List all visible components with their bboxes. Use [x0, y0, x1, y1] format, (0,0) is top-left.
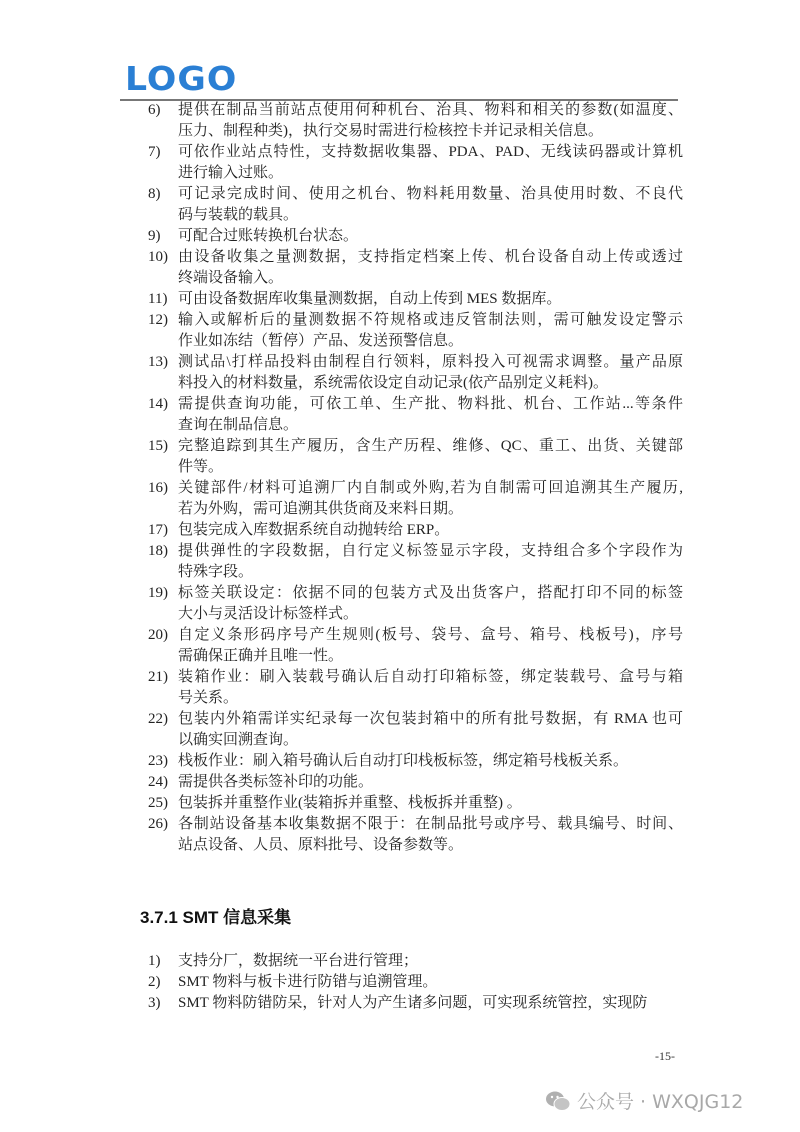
- item-text-line: SMT 物料防错防呆，针对人为产生诸多问题，可实现系统管控，实现防: [178, 995, 648, 1011]
- item-text-line: 可由设备数据库收集量测数据，自动上传到 MES 数据库。: [178, 291, 562, 307]
- item-text-line: 特殊字段。: [178, 564, 254, 580]
- item-text-line: SMT 物料与板卡进行防错与追溯管理。: [178, 974, 438, 990]
- list-item: [0, 352, 800, 394]
- item-text-line: 包装拆并重整作业(装箱拆并重整、栈板拆并重整) 。: [178, 795, 522, 811]
- item-text-line: 完整追踪到其生产履历，含生产历程、维修、QC、重工、出货、关键部: [178, 438, 683, 454]
- item-number: 1): [148, 953, 161, 969]
- item-number: 3): [148, 995, 161, 1011]
- section-heading: 3.7.1 SMT 信息采集: [140, 908, 292, 927]
- item-text-line: 以确实回溯查询。: [178, 732, 299, 748]
- item-text-line: 号关系。: [178, 690, 239, 706]
- item-number: 6): [148, 102, 161, 118]
- item-number: 9): [148, 228, 161, 244]
- list-item: [0, 478, 800, 520]
- item-text-line: 进行输入过账。: [178, 165, 284, 181]
- list-item: [0, 289, 800, 310]
- item-text-line: 查询在制品信息。: [178, 417, 299, 433]
- item-text-line: 可记录完成时间、使用之机台、物料耗用数量、治具使用时数、不良代: [178, 186, 683, 202]
- page-number: -15-: [655, 1049, 675, 1063]
- list-item: [0, 583, 800, 625]
- item-number: 22): [148, 711, 168, 727]
- item-number: 13): [148, 354, 168, 370]
- item-text-line: 包装内外箱需详实纪录每一次包装封箱中的所有批号数据，有 RMA 也可: [178, 711, 683, 727]
- item-text-line: 作业如冻结（暂停）产品、发送预警信息。: [178, 333, 464, 349]
- item-text-line: 包装完成入库数据系统自动抛转给 ERP。: [178, 522, 450, 538]
- list-item: [0, 709, 800, 751]
- item-number: 20): [148, 627, 168, 643]
- list-item: [0, 436, 800, 478]
- list-item: [0, 541, 800, 583]
- item-number: 23): [148, 753, 168, 769]
- item-text-line: 输入或解析后的量测数据不符规格或违反管制法则，需可触发设定警示: [178, 312, 683, 328]
- list-item: [0, 394, 800, 436]
- item-number: 18): [148, 543, 168, 559]
- item-text-line: 标签关联设定：依据不同的包装方式及出货客户，搭配打印不同的标签: [178, 585, 683, 601]
- item-text-line: 站点设备、人员、原料批号、设备参数等。: [178, 837, 464, 853]
- list-item: [0, 184, 800, 226]
- logo: LOGO: [125, 59, 238, 98]
- item-number: 14): [148, 396, 168, 412]
- item-text-line: 需提供查询功能，可依工单、生产批、物料批、机台、工作站...等条件: [178, 396, 683, 412]
- item-text-line: 大小与灵活设计标签样式。: [178, 606, 359, 622]
- wechat-icon: [545, 1090, 571, 1112]
- item-number: 16): [148, 480, 168, 496]
- item-text-line: 需确保正确并且唯一性。: [178, 648, 344, 664]
- watermark-text: 公众号 · WXQJG12: [577, 1091, 744, 1113]
- item-number: 12): [148, 312, 168, 328]
- item-number: 2): [148, 974, 161, 990]
- list-item: [0, 247, 800, 289]
- item-number: 15): [148, 438, 168, 454]
- item-text-line: 料投入的材料数量，系统需依设定自动记录(依产品别定义耗料)。: [178, 375, 608, 391]
- list-item: [0, 142, 800, 184]
- item-text-line: 提供弹性的字段数据，自行定义标签显示字段，支持组合多个字段作为: [178, 543, 683, 559]
- list-item: [0, 951, 800, 972]
- list-item: [0, 667, 800, 709]
- item-number: 25): [148, 795, 168, 811]
- item-text-line: 码与装载的载具。: [178, 207, 299, 223]
- item-number: 19): [148, 585, 168, 601]
- item-text-line: 栈板作业：刷入箱号确认后自动打印栈板标签，绑定箱号栈板关系。: [178, 753, 629, 769]
- list-item: [0, 793, 800, 814]
- list-item: [0, 772, 800, 793]
- list-item: [0, 310, 800, 352]
- item-text-line: 可依作业站点特性，支持数据收集器、PDA、PAD、无线读码器或计算机: [178, 144, 683, 160]
- item-text-line: 可配合过账转换机台状态。: [178, 228, 359, 244]
- item-number: 24): [148, 774, 168, 790]
- item-number: 17): [148, 522, 168, 538]
- item-number: 8): [148, 186, 161, 202]
- item-text-line: 压力、制程种类)，执行交易时需进行检核控卡并记录相关信息。: [178, 123, 603, 139]
- item-number: 21): [148, 669, 168, 685]
- list-item: [0, 814, 800, 856]
- item-text-line: 由设备收集之量测数据，支持指定档案上传、机台设备自动上传或透过: [178, 249, 683, 265]
- list-item: [0, 625, 800, 667]
- item-text-line: 支持分厂，数据统一平台进行管理；: [178, 953, 419, 969]
- item-number: 7): [148, 144, 161, 160]
- list-item: [0, 993, 800, 1014]
- item-text-line: 装箱作业：刷入装载号确认后自动打印箱标签，绑定装载号、盒号与箱: [178, 669, 683, 685]
- item-text-line: 各制站设备基本收集数据不限于：在制品批号或序号、载具编号、时间、: [178, 816, 683, 832]
- item-text-line: 需提供各类标签补印的功能。: [178, 774, 374, 790]
- list-item: [0, 100, 800, 142]
- list-item: [0, 520, 800, 541]
- item-text-line: 关键部件/材料可追溯厂内自制或外购,若为自制需可回追溯其生产履历,: [178, 480, 683, 496]
- item-number: 26): [148, 816, 168, 832]
- smt-requirements-list: [0, 951, 800, 1014]
- item-number: 11): [148, 291, 168, 307]
- item-number: 10): [148, 249, 168, 265]
- item-text-line: 若为外购，需可追溯其供货商及来料日期。: [178, 501, 464, 517]
- list-item: [0, 226, 800, 247]
- list-item: [0, 751, 800, 772]
- requirements-list: [0, 100, 800, 856]
- item-text-line: 自定义条形码序号产生规则(板号、袋号、盒号、箱号、栈板号)，序号: [178, 627, 683, 643]
- watermark: [545, 1087, 743, 1114]
- item-text-line: 终端设备输入。: [178, 270, 284, 286]
- item-text-line: 测试品\打样品投料由制程自行领料，原料投入可视需求调整。量产品原: [178, 354, 683, 370]
- item-text-line: 件等。: [178, 459, 224, 475]
- item-text-line: 提供在制品当前站点使用何种机台、治具、物料和相关的参数(如温度、: [178, 102, 683, 118]
- list-item: [0, 972, 800, 993]
